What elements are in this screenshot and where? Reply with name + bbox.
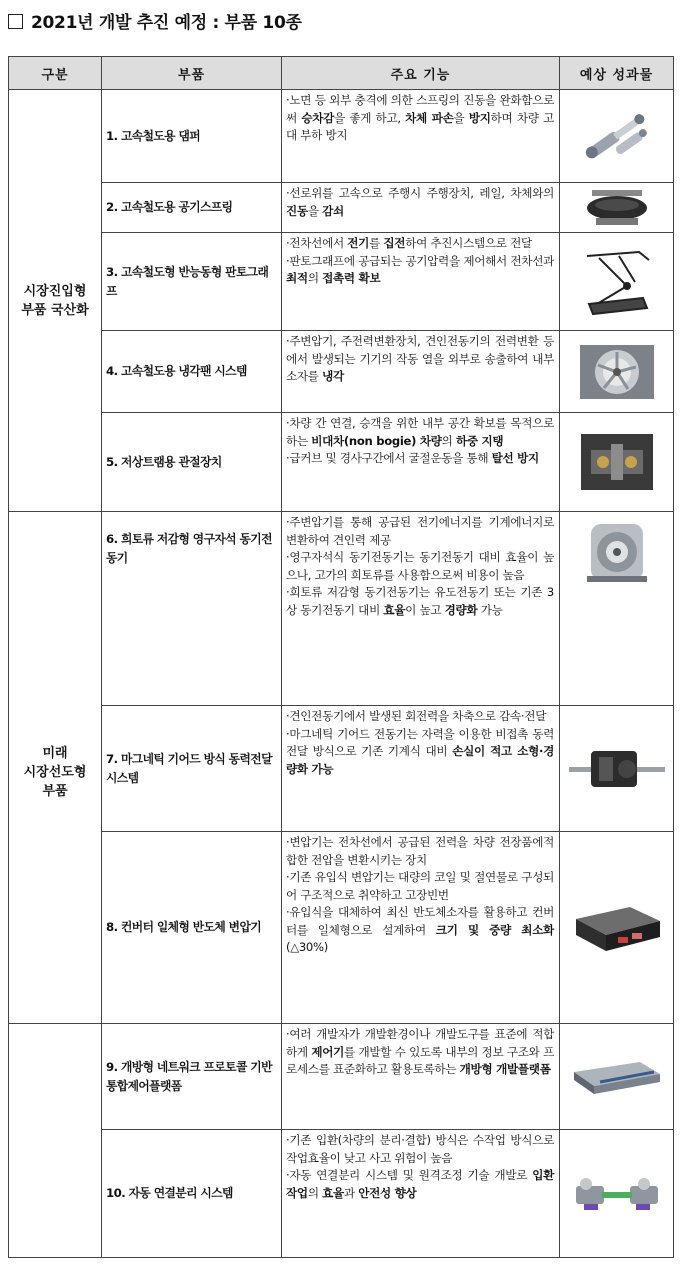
control-platform-image: [560, 1024, 674, 1130]
part-name: 3. 고속철도형 반능동형 판토그래프: [102, 233, 282, 331]
function-text: ·기존 입환(차량의 분리·결합) 방식은 수작업 방식으로 작업효율이 낮고 사고 위험이 높음: [286, 1133, 554, 1165]
part-functions: [282, 233, 560, 331]
function-bullet: [286, 708, 554, 726]
function-text: ·노면 등 외부 충격에 의한 스프링의 진동을 완화함으로써: [286, 93, 554, 125]
function-text: 을 좋게 하고,: [334, 110, 406, 125]
header-function: 주요 기능: [282, 57, 560, 90]
function-text-bold: 냉각: [322, 369, 344, 383]
function-text-bold: 집전: [383, 236, 406, 250]
function-text: ·주변압기, 주전력변환장치, 견인전동기의 전력변환 등에서 발생되는 기기의 작동 열을 외부로 송출하여 내부소자를: [286, 334, 554, 383]
articulation-image: [560, 413, 674, 512]
function-text: 하여 추진시스템으로 전달: [405, 236, 532, 250]
function-bullet: [286, 514, 554, 549]
function-text: ·주변압기를 통해 공급된 전기에너지를 기계에너지로 변환하여 견인력 제공: [286, 515, 554, 547]
function-text: ·전차선에서: [286, 236, 348, 250]
part-functions: [282, 183, 560, 233]
function-text-bold: 개방형 개발플랫폼: [459, 1062, 551, 1076]
function-bullet: [286, 584, 554, 619]
part-name: 8. 컨버터 일체형 반도체 변압기: [102, 832, 282, 1024]
function-bullet: [286, 185, 554, 220]
function-text: ·유입식을 대체하여 최신 반도체소자를 활용하고 컨버터를 일체형으로 설계하여: [286, 905, 554, 937]
table-row: [9, 233, 674, 331]
function-text: 를: [369, 236, 384, 250]
category-future: 미래 시장선도형 부품: [9, 512, 102, 1024]
function-text-bold: 입환 작업: [286, 1168, 554, 1200]
function-text: 과: [343, 1185, 359, 1200]
part-functions: [282, 1024, 560, 1130]
pantograph-image: [560, 233, 674, 331]
function-bullet: [286, 904, 554, 957]
header-outcome: 예상 성과물: [560, 57, 674, 90]
function-text-bold: 크기 및 중량 최소화: [435, 922, 554, 937]
coupling-image: [560, 1130, 674, 1258]
function-text-bold: 효율: [322, 1185, 344, 1200]
part-functions: [282, 1130, 560, 1258]
part-name: 1. 고속철도용 댐퍼: [102, 90, 282, 183]
category-future-continued: [9, 1024, 102, 1258]
function-text-bold: 비대차(non bogie) 차량: [311, 433, 442, 448]
function-text-bold: 최적: [286, 271, 308, 285]
function-text-bold: 진동: [286, 203, 308, 218]
table-row: [9, 512, 674, 706]
function-text: ·차량 간 연결, 승객을 위한 내부 공간 확보를 목적으로 하는: [286, 416, 554, 448]
function-bullet: [286, 834, 554, 869]
function-text-bold: 효율: [383, 602, 406, 617]
table-row: [9, 90, 674, 183]
part-name: 7. 마그네틱 기어드 방식 동력전달시스템: [102, 706, 282, 832]
part-functions: [282, 413, 560, 512]
function-text: (△30%): [286, 940, 328, 954]
gear-system-image: [560, 706, 674, 832]
function-text: ·급커브 및 경사구간에서 굴절운동을 통해: [286, 451, 492, 465]
part-functions: [282, 331, 560, 413]
table-header-row: [9, 57, 674, 90]
function-text: ·여러 개발자가 개발환경이나 개발도구를 표준에 적합하게: [286, 1027, 554, 1059]
table-row: [9, 706, 674, 832]
function-text: ·견인전동기에서 발생된 회전력을 차축으로 감속·전달: [286, 709, 547, 723]
function-text: 하며 차량 고대 부하 방지: [286, 110, 554, 142]
table-row: [9, 183, 674, 233]
parts-table: [8, 56, 674, 1258]
function-bullet: [286, 92, 554, 145]
header-part: 부품: [102, 57, 282, 90]
function-text: 의: [441, 433, 456, 448]
function-text: 을: [453, 110, 469, 125]
function-bullet: [286, 726, 554, 779]
part-name: 10. 자동 연결분리 시스템: [102, 1130, 282, 1258]
function-text-bold: 승차감: [301, 110, 335, 125]
function-bullet: [286, 1132, 554, 1167]
table-row: [9, 413, 674, 512]
function-text-bold: 하중 지탱: [455, 433, 504, 448]
air-spring-image: [560, 183, 674, 233]
function-text: ·판토그래프에 공급되는 공기압력을 제어해서 전차선과: [286, 253, 554, 268]
function-text-bold: 전기: [347, 236, 370, 250]
header-category: 구분: [9, 57, 102, 90]
function-bullet: [286, 549, 554, 584]
table-row: [9, 1024, 674, 1130]
function-bullet: [286, 1167, 554, 1202]
table-row: [9, 1130, 674, 1258]
function-text: 이 높고: [405, 602, 445, 617]
function-text: ·영구자석식 동기전동기는 동기전동기 대비 효율이 높으나, 고가의 희토류를 사용함으로써 비용이 높음: [286, 550, 554, 582]
transformer-image: [560, 832, 674, 1024]
function-bullet: [286, 333, 554, 386]
function-text-bold: 손실이 적고 소형·경량화 가능: [286, 744, 555, 776]
part-functions: [282, 512, 560, 706]
function-text-bold: 방지: [468, 110, 491, 125]
cooling-fan-image: [560, 331, 674, 413]
part-functions: [282, 832, 560, 1024]
function-text: ·자동 연결분리 시스템 및 원격조정 기술 개발로: [286, 1168, 533, 1182]
function-bullet: [286, 235, 554, 253]
damper-image: [560, 90, 674, 183]
function-text: 가능: [477, 602, 503, 617]
function-text: ·희토류 저감형 동기전동기는 유도전동기 또는 기존 3상 동기전동기 대비: [286, 585, 554, 617]
part-name: 6. 희토류 저감형 영구자석 동기전동기: [102, 512, 282, 706]
function-text-bold: 제어기: [311, 1044, 345, 1059]
motor-image: [560, 512, 674, 706]
checkbox-square-icon: [8, 14, 23, 29]
function-text: 의: [307, 1185, 323, 1200]
function-text-bold: 탈선 방지: [491, 451, 539, 465]
function-text-bold: 접촉력 확보: [322, 271, 381, 285]
part-name: 9. 개방형 네트워크 프로토콜 기반 통합제어플랫폼: [102, 1024, 282, 1130]
function-bullet: [286, 1026, 554, 1079]
function-bullet: [286, 450, 554, 468]
page-title: 2021년 개발 추진 예정 : 부품 10종: [8, 8, 302, 33]
table-row: [9, 832, 674, 1024]
function-bullet: [286, 253, 554, 288]
part-functions: [282, 90, 560, 183]
function-text: ·마그네틱 기어드 전동기는 자력을 이용한 비접촉 동력전달 방식으로 기존 기계식 대비: [286, 726, 554, 758]
function-text-bold: 안전성 향상: [358, 1185, 417, 1200]
function-text: 을: [307, 203, 323, 218]
function-text: ·선로위를 고속으로 주행시 주행장치, 레일, 차체와의: [286, 186, 554, 200]
function-text: ·변압기는 전차선에서 공급된 전력을 차량 전장품에적합한 전압을 변환시키는 장치: [286, 835, 554, 867]
part-functions: [282, 706, 560, 832]
function-text: 의: [307, 271, 323, 285]
function-text-bold: 차체 파손: [405, 110, 454, 125]
category-localization: 시장진입형 부품 국산화: [9, 90, 102, 512]
part-name: 5. 저상트램용 관절장치: [102, 413, 282, 512]
function-text-bold: 경량화: [444, 602, 478, 617]
function-bullet: [286, 415, 554, 450]
function-text-bold: 감쇠: [322, 203, 344, 218]
part-name: 4. 고속철도용 냉각팬 시스템: [102, 331, 282, 413]
function-text: ·기존 유입식 변압기는 대량의 코일 및 절연물로 구성되어 구조적으로 취약하고 고장빈번: [286, 870, 554, 902]
function-text: 를 개발할 수 있도록 내부의 정보 구조와 프로세스를 표준화하고 활용토록하는: [286, 1044, 554, 1076]
table-row: [9, 331, 674, 413]
function-bullet: [286, 869, 554, 904]
part-name: 2. 고속철도용 공기스프링: [102, 183, 282, 233]
